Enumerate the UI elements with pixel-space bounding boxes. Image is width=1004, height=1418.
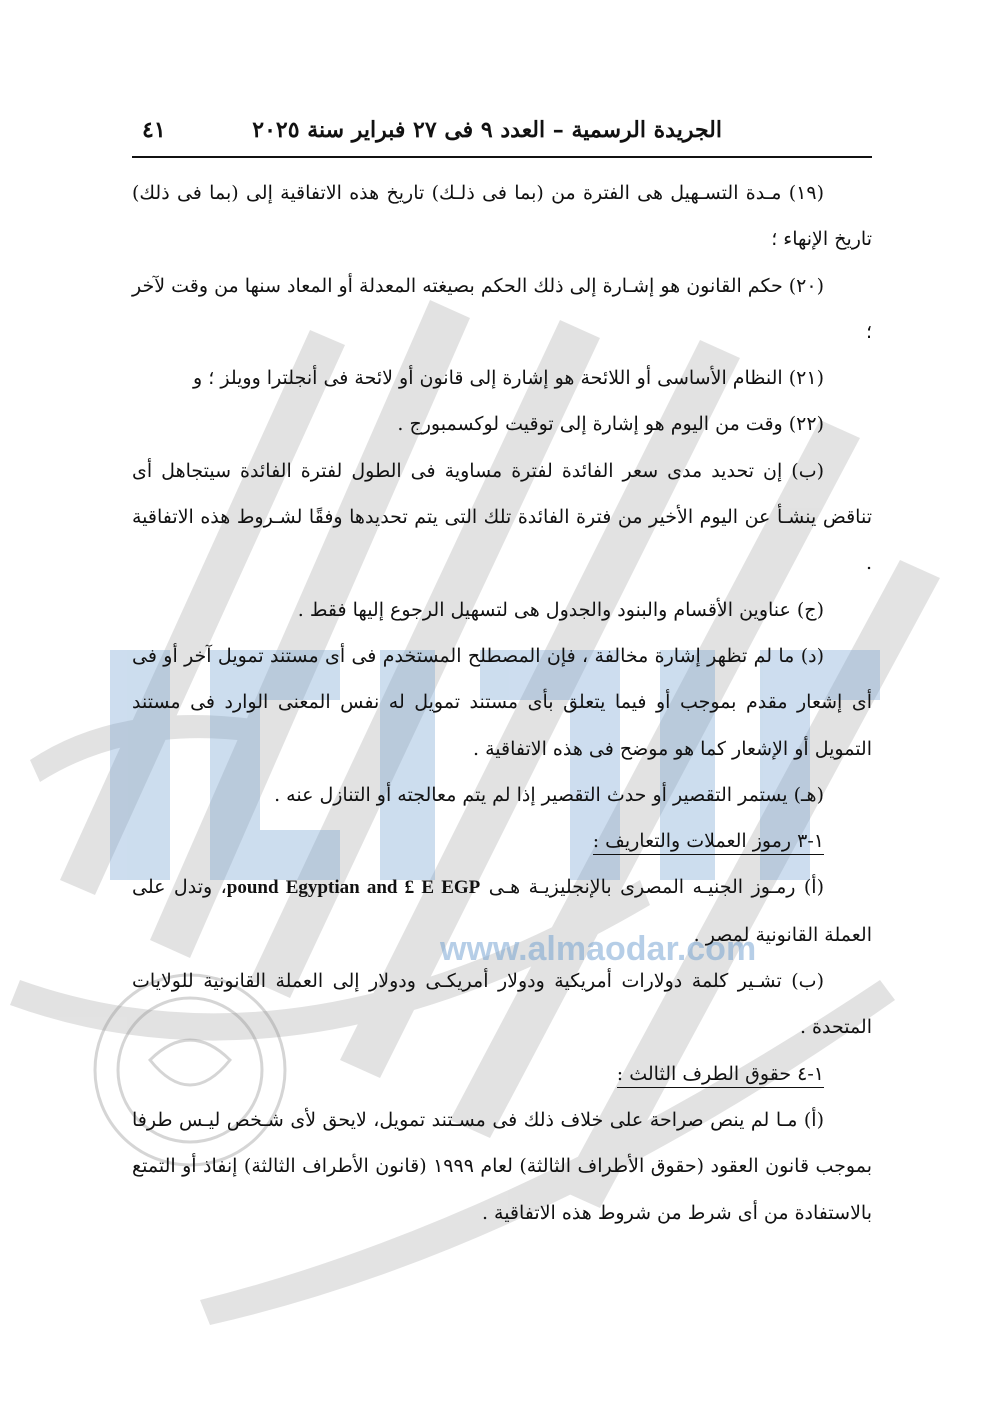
- paragraph-22: (٢٢) وقت من اليوم هو إشارة إلى توقيت لوكسمبورج .: [397, 413, 824, 436]
- paragraph-b: (ب) إن تحديد مدى سعر الفائدة لفترة مساوية فى الطول لفترة الفائدة سيتجاهل أى تناقض ينشـأ عن اليوم الأخير من فترة الفائدة تلك التى يتم تحديدها وفقًا لشـروط هذه الاتفاقية .: [132, 459, 872, 575]
- gazette-title: الجريدة الرسمية – العدد ٩ فى ٢٧ فبراير سنة ٢٠٢٥: [252, 117, 722, 143]
- section-title-currency-text: ١-٣ رموز العملات والتعاريف :: [593, 830, 824, 855]
- section-title-currency: [132, 818, 872, 864]
- header-divider: [132, 156, 872, 158]
- watermark-url: www.almaodar.com: [440, 930, 757, 968]
- paragraph-20: (٢٠) حكم القانون هو إشـارة إلى ذلك الحكم بصيغته المعدلة أو المعاد سنها من وقت لآخر ؛: [132, 274, 872, 343]
- paragraph-c: (ج) عناوين الأقسام والبنود والجدول هى لتسهيل الرجوع إليها فقط .: [297, 598, 824, 621]
- paragraph-d: (د) ما لم تظهر إشارة مخالفة ، فإن المصطلح المستخدم فى أى مستند تمويل آخر أو فى أى إشعار مقدم بموجب أو فيما يتعلق بأى مستند تمويل له نفس المعنى الوارد فى مستند التمويل أو الإشعار كما هو موضح فى هذه الاتفاقية .: [132, 644, 872, 760]
- document-page: [132, 112, 872, 1236]
- currency-a-arabic: (أ) رمـوز الجنيـه المصرى بالإنجليزيـة هـى: [488, 876, 825, 899]
- section-title-third-party-text: ١-٤ حقوق الطرف الثالث :: [617, 1063, 824, 1088]
- paragraph-e: (هـ) يستمر التقصير أو حدث التقصير إذا لم يتم معالجته أو التنازل عنه .: [274, 783, 824, 806]
- paragraph-currency-b: (ب) تشـير كلمة دولارات أمريكية ودولار أمريكـى ودولار إلى العملة القانونية للولايات المتحدة .: [132, 970, 872, 1039]
- section-title-third-party: [132, 1051, 872, 1097]
- currency-a-english: pound Egyptian and £ E EGP: [226, 877, 481, 899]
- currency-a-rest: ، وتدل على العملة القانونية لمصر .: [132, 876, 872, 946]
- page-header: [132, 112, 872, 148]
- paragraph-third-party-a: (أ) مـا لم ينص صراحة على خلاف ذلك فى مسـتند تمويل، لايحق لأى شـخص ليـس طرفا بموجب قانون العقود (حقوق الأطراف الثالثة) لعام ١٩٩٩ (قانون الأطراف الثالثة) إنفاذ أو التمتع بالاستفادة من أى شرط من شروط هذه الاتفاقية .: [132, 1108, 872, 1224]
- paragraph-currency-a: [132, 864, 872, 958]
- paragraph-21: (٢١) النظام الأساسى أو اللائحة هو إشارة إلى قانون أو لائحة فى أنجلترا وويلز ؛ و: [193, 367, 824, 390]
- page-number: ٤١: [142, 117, 166, 143]
- paragraph-19: (١٩) مـدة التسـهيل هى الفترة من (بما فى ذلـك) تاريخ هذه الاتفاقية إلى (بما فى ذلك) تاريخ الإنهاء ؛: [132, 182, 872, 251]
